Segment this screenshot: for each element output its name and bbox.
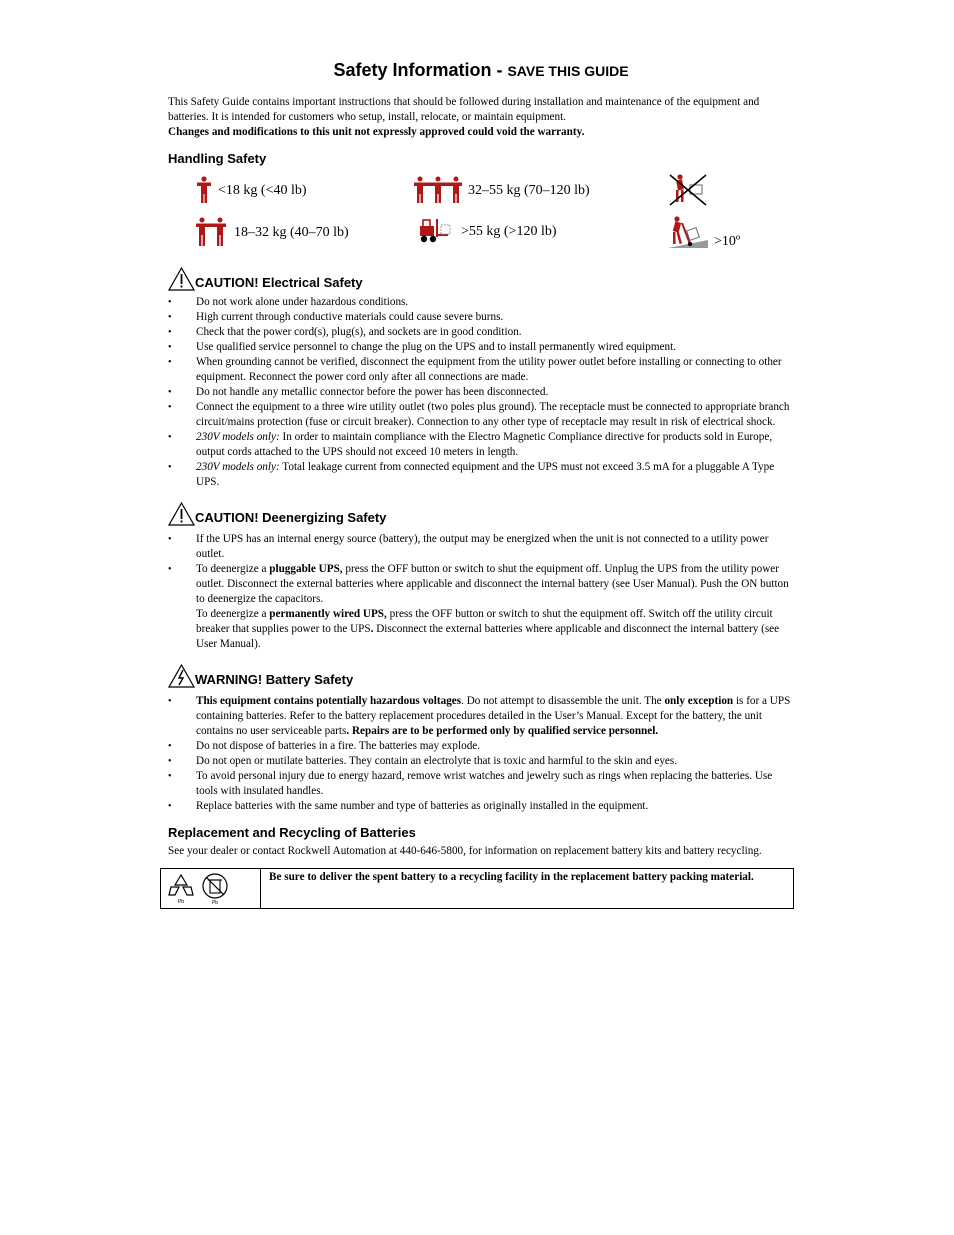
electrical-hazard-triangle-icon — [168, 664, 195, 688]
deenergizing-safety-header — [168, 502, 794, 526]
list-item: • To deenergize a pluggable UPS, press the OFF button or switch to shut the equipment off. Unplug the UPS from the utility power outlet. Disconnect the external batteries where applicable and disconnect the internal battery (see User Manual). Push the ON button to deenergize the capacitors. To deenergize a permanently wired UPS, press the OFF button or switch to shut the equipment off. Switch off the utility circuit breaker that supplies power to the UPS. Disconnect the external batteries where applicable and disconnect the internal battery (see User Manual). — [168, 562, 794, 652]
intro-paragraph: This Safety Guide contains important instructions that should be followed during installation and maintenance of the equipment and batteries. It is intended for customers who setup, install, relocate, or maintain equipment. — [168, 96, 760, 123]
recycle-icon — [167, 873, 195, 899]
page-title — [168, 58, 794, 83]
list-item: • Do not work alone under hazardous conditions. — [168, 295, 794, 310]
list-item: • Use qualified service personnel to change the plug on the UPS and to install permanently wired equipment. — [168, 340, 794, 355]
list-item: • Connect the equipment to a three wire utility outlet (two poles plus ground). The receptacle must be connected to appropriate branch circuit/mains protection (fuse or circuit breaker). Connection to any other type of receptacle may result in risk of electrical shock. — [168, 400, 794, 430]
list-item: • 230V models only: Total leakage current from connected equipment and the UPS must not exceed 3.5 mA for a pluggable A Type UPS. — [168, 460, 794, 490]
list-item: • Check that the power cord(s), plug(s), and sockets are in good condition. — [168, 325, 794, 340]
list-item: • Do not handle any metallic connector before the power has been disconnected. — [168, 385, 794, 400]
recycling-heading: Replacement and Recycling of Batteries — [168, 825, 416, 840]
two-person-lift-icon — [196, 217, 226, 247]
handling-item-no-lift — [668, 173, 708, 207]
handling-item-three-persons: 32–55 kg (70–120 lb) — [414, 176, 590, 204]
one-person-lift-icon — [196, 176, 212, 204]
electrical-heading: CAUTION! Electrical Safety — [195, 275, 363, 290]
handling-item-two-persons: 18–32 kg (40–70 lb) — [196, 217, 349, 247]
battery-heading: WARNING! Battery Safety — [195, 672, 354, 687]
no-manual-lift-icon — [668, 173, 708, 207]
recycling-paragraph: See your dealer or contact Rockwell Automation at 440-646-5800, for information on replacement battery kits and battery recycling. — [168, 845, 762, 857]
list-item: • Do not open or mutilate batteries. They contain an electrolyte that is toxic and harmful to the skin and eyes. — [168, 754, 794, 769]
electrical-safety-header — [168, 267, 794, 291]
list-item: • Replace batteries with the same number and type of batteries as originally installed in the equipment. — [168, 799, 794, 814]
crossed-bin-icon — [201, 872, 229, 900]
no-trash-symbol: Pb — [201, 872, 229, 906]
title-main: Safety Information - — [333, 60, 508, 80]
list-item: • When grounding cannot be verified, disconnect the equipment from the utility power outlet before installing or connecting to other equipment. Reconnect the power cord only after all connections are made. — [168, 355, 794, 385]
electrical-list — [168, 295, 794, 490]
list-item: • This equipment contains potentially hazardous voltages. Do not attempt to disassemble the unit. The only exception is for a UPS containing batteries. Refer to the battery replacement procedures detailed in the User’s Manual. Except for the battery, the unit contains no user serviceable parts. Repairs are to be performed only by qualified service personnel. — [168, 694, 794, 739]
recycling-notice-text: Be sure to deliver the spent battery to a recycling facility in the replacement battery packing material. — [269, 871, 754, 883]
deenergizing-list — [168, 532, 794, 652]
list-item: • High current through conductive materials could cause severe burns. — [168, 310, 794, 325]
safety-guide-page — [168, 58, 794, 909]
recycle-symbol: Pb — [167, 873, 195, 905]
handling-heading: Handling Safety — [168, 151, 267, 166]
deenergizing-heading: CAUTION! Deenergizing Safety — [195, 510, 387, 525]
list-item: • Do not dispose of batteries in a fire. The batteries may explode. — [168, 739, 794, 754]
battery-safety-header — [168, 664, 794, 688]
warning-triangle-icon — [168, 502, 195, 526]
list-item: • To avoid personal injury due to energy hazard, remove wrist watches and jewelry such as rings when replacing the batteries. Use tools with insulated handles. — [168, 769, 794, 799]
title-sub: SAVE THIS GUIDE — [507, 63, 629, 79]
forklift-icon — [414, 217, 454, 245]
battery-list — [168, 694, 794, 814]
handling-item-hand-truck: >10º — [668, 215, 740, 249]
list-item: • If the UPS has an internal energy source (battery), the output may be energized when the unit is not connected to a utility power outlet. — [168, 532, 794, 562]
handling-item-forklift: >55 kg (>120 lb) — [414, 217, 557, 245]
list-item: • 230V models only: In order to maintain compliance with the Electro Magnetic Compliance directive for products sold in Europe, output cords attached to the UPS should not exceed 10 meters in length. — [168, 430, 794, 460]
recycling-notice-table — [160, 868, 794, 909]
handling-grid — [168, 173, 794, 263]
warranty-notice: Changes and modifications to this unit not expressly approved could void the warranty. — [168, 126, 585, 138]
handling-item-one-person: <18 kg (<40 lb) — [196, 176, 307, 204]
hand-truck-incline-icon — [668, 215, 708, 249]
three-person-lift-icon — [414, 176, 462, 204]
recycling-symbols-cell — [161, 869, 261, 908]
warning-triangle-icon — [168, 267, 195, 291]
